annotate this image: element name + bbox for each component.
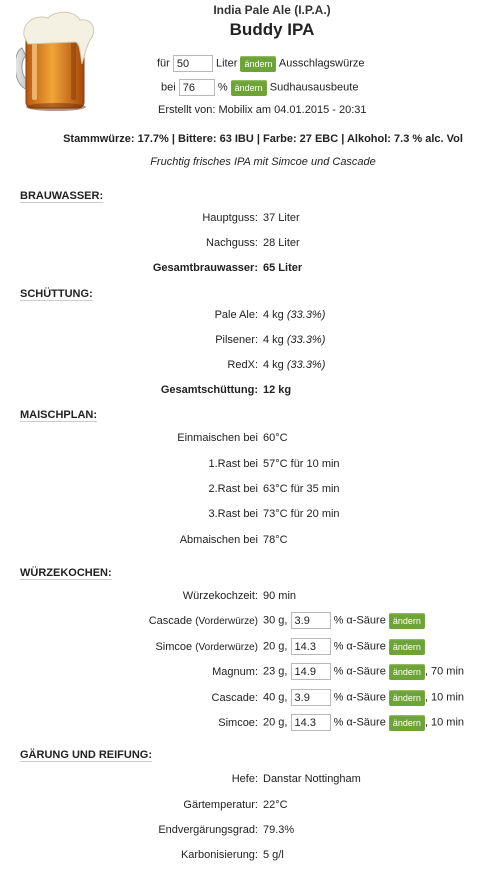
hop-label [149, 615, 258, 627]
boil-time-row [0, 590, 502, 610]
hop-note: (Vorderwürze) [195, 616, 258, 627]
hop-row [0, 666, 502, 686]
mash-step-value: 57°C für 10 min [263, 458, 340, 470]
brauwasser-label: Nachguss: [206, 237, 258, 249]
fermentation-value: 22°C [263, 799, 288, 811]
section-wuerzekochen-heading: WÜRZEKOCHEN: [20, 567, 112, 579]
fermentation-value: 79.3% [263, 824, 295, 836]
malt-row [0, 334, 502, 354]
mash-step-row [0, 508, 502, 528]
hop-name: Cascade: [211, 692, 258, 704]
fermentation-label: Karbonisierung: [180, 849, 258, 861]
schuettung-total-row [0, 384, 502, 404]
volume-suffix: Ausschlagswürze [278, 57, 365, 70]
section-maischplan-heading: MAISCHPLAN: [20, 409, 97, 421]
mash-step-row [0, 534, 502, 554]
hop-label [218, 717, 258, 729]
volume-change-button[interactable]: ändern [240, 56, 276, 72]
mash-step-value: 78°C [263, 534, 288, 546]
fermentation-row [0, 824, 502, 844]
malt-name: Pale Ale: [214, 309, 258, 321]
alpha-input[interactable]: 3.9 [291, 689, 331, 706]
brauwasser-value: 28 Liter [263, 237, 300, 249]
schuettung-total-value: 12 kg [263, 384, 292, 396]
fermentation-label: Endvergärungsgrad: [158, 824, 258, 836]
recipe-description: Fruchtig frisches IPA mit Simcoe und Cascade [150, 156, 376, 168]
alpha-change-button[interactable]: ändern [389, 613, 425, 629]
hop-amount: 23 g, [263, 665, 288, 678]
mash-step-label: Abmaischen bei [179, 534, 258, 546]
hop-row [0, 641, 502, 661]
mash-step-row [0, 483, 502, 503]
mash-step-label: 2.Rast bei [208, 483, 258, 495]
mash-step-label: 3.Rast bei [208, 508, 258, 520]
malt-percent: (33.3%) [286, 334, 326, 346]
alpha-label: % α-Säure [333, 665, 386, 678]
mash-step-label: 1.Rast bei [208, 458, 258, 470]
fermentation-row [0, 799, 502, 819]
malt-amount: 4 kg [263, 334, 284, 346]
alpha-label: % α-Säure [333, 614, 386, 627]
volume-line [157, 55, 365, 72]
hop-row [0, 717, 502, 737]
malt-value [263, 309, 325, 321]
mash-step-value: 63°C für 35 min [263, 483, 340, 495]
hop-values [263, 689, 464, 706]
hop-values [263, 612, 425, 629]
fermentation-row [0, 849, 502, 869]
alpha-input[interactable]: 14.9 [291, 663, 331, 680]
malt-value [263, 334, 325, 346]
alpha-label: % α-Säure [333, 640, 386, 653]
brauwasser-total-row [0, 262, 502, 282]
boil-time-label: Würzekochzeit: [182, 590, 258, 602]
malt-percent: (33.3%) [286, 359, 326, 371]
malt-row [0, 359, 502, 379]
brauwasser-total-value: 65 Liter [263, 262, 303, 274]
alpha-input[interactable]: 14.3 [291, 638, 331, 655]
yield-change-button[interactable]: ändern [231, 80, 267, 96]
malt-name: RedX: [227, 359, 258, 371]
hop-values [263, 714, 464, 731]
fermentation-label: Gärtemperatur: [183, 799, 258, 811]
mash-step-value: 73°C für 20 min [263, 508, 340, 520]
brauwasser-label: Hauptguss: [202, 212, 258, 224]
hop-name: Simcoe: [218, 717, 258, 729]
yield-line [161, 79, 358, 96]
alpha-change-button[interactable]: ändern [389, 690, 425, 706]
fermentation-value: 5 g/l [263, 849, 284, 861]
fermentation-label: Hefe: [231, 773, 258, 785]
hop-time: , 70 min [424, 665, 465, 678]
hop-values [263, 663, 464, 680]
alpha-change-button[interactable]: ändern [389, 664, 425, 680]
hop-values [263, 638, 425, 655]
hop-name: Simcoe [155, 641, 193, 653]
alpha-input[interactable]: 14.3 [291, 714, 331, 731]
hop-amount: 30 g, [263, 614, 288, 627]
hop-amount: 40 g, [263, 691, 288, 704]
hop-amount: 20 g, [263, 640, 288, 653]
hop-row [0, 615, 502, 635]
recipe-stats: Stammwürze: 17.7% | Bittere: 63 IBU | Farbe: 27 EBC | Alkohol: 7.3 % alc. Vol [63, 133, 463, 145]
malt-percent: (33.3%) [286, 309, 326, 321]
mash-step-value: 60°C [263, 432, 288, 444]
beer-style: India Pale Ale (I.P.A.) [213, 3, 331, 17]
mash-step-row [0, 458, 502, 478]
malt-name: Pilsener: [215, 334, 258, 346]
yield-suffix: Sudhausausbeute [269, 81, 359, 94]
alpha-change-button[interactable]: ändern [389, 639, 425, 655]
created-info: Erstellt von: Mobilix am 04.01.2015 - 20:31 [158, 104, 367, 116]
fermentation-value: Danstar Nottingham [263, 773, 361, 785]
hop-label [155, 641, 258, 653]
brauwasser-total-label: Gesamtbrauwasser: [152, 262, 258, 274]
section-schuettung-heading: SCHÜTTUNG: [20, 288, 93, 300]
volume-prefix: für [157, 57, 170, 70]
hop-label [212, 666, 258, 678]
alpha-label: % α-Säure [333, 691, 386, 704]
yield-input[interactable]: 76 [179, 79, 215, 96]
malt-row [0, 309, 502, 329]
section-brauwasser-heading: BRAUWASSER: [20, 190, 104, 202]
alpha-label: % α-Säure [333, 716, 386, 729]
brauwasser-row [0, 212, 502, 232]
mash-step-label: Einmaischen bei [177, 432, 258, 444]
hop-row [0, 692, 502, 712]
alpha-change-button[interactable]: ändern [389, 715, 425, 731]
fermentation-row [0, 773, 502, 793]
malt-value [263, 359, 325, 371]
alpha-input[interactable]: 3.9 [291, 612, 331, 629]
mash-step-row [0, 432, 502, 452]
brauwasser-row [0, 237, 502, 257]
hop-time: , 10 min [424, 691, 465, 704]
schuettung-total-label: Gesamtschüttung: [160, 384, 258, 396]
recipe-title: Buddy IPA [229, 20, 315, 39]
yield-unit: % [217, 81, 228, 94]
boil-time-value: 90 min [263, 590, 297, 602]
malt-amount: 4 kg [263, 309, 284, 321]
volume-unit: Liter [215, 57, 238, 70]
hop-name: Cascade [148, 615, 193, 627]
hop-amount: 20 g, [263, 716, 288, 729]
malt-amount: 4 kg [263, 359, 284, 371]
brauwasser-value: 37 Liter [263, 212, 300, 224]
hop-note: (Vorderwürze) [195, 642, 258, 653]
hop-time: , 10 min [424, 716, 465, 729]
hop-label [212, 692, 258, 704]
hop-name: Magnum: [212, 666, 258, 678]
volume-input[interactable]: 50 [173, 55, 213, 72]
yield-prefix: bei [161, 81, 176, 94]
section-gaerung-heading: GÄRUNG UND REIFUNG: [20, 749, 152, 761]
